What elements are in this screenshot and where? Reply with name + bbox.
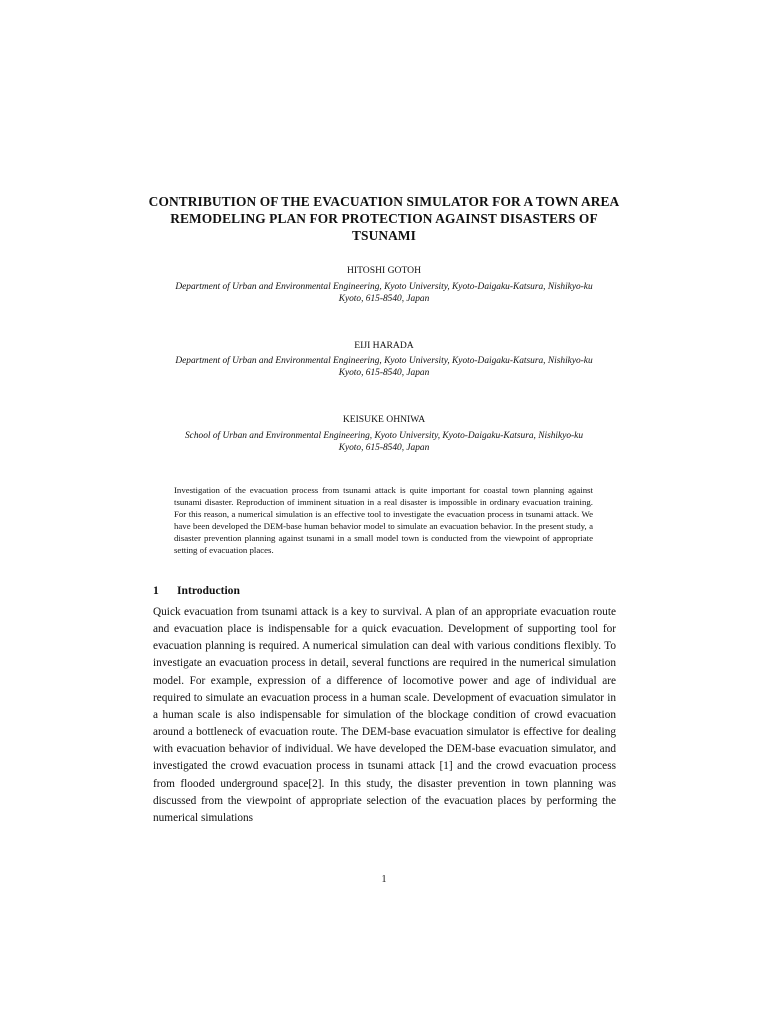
- author-name: KEISUKE OHNIWA: [342, 414, 426, 425]
- author-affiliation: [130, 430, 638, 454]
- section-heading: [153, 583, 240, 598]
- affiliation-address: Kyoto, 615-8540, Japan: [338, 443, 430, 454]
- affiliation-department: Department of Urban and Environmental Engineering, Kyoto University, Kyoto-Daigaku-Katsura, Nishikyo-ku: [175, 282, 593, 292]
- section-number: 1: [153, 584, 159, 597]
- section-title: Introduction: [177, 584, 240, 597]
- abstract: Investigation of the evacuation process from tsunami attack is quite important for coastal town planning against tsunami disaster. Reproduction of imminent situation in a real disaster is impossible in ordinary evacuation training. For this reason, a numerical simulation is an effective tool to investigate the evacuation process in tsunami attack. We have been developed the DEM-base human behavior model to simulate an evacuation behavior. In the present study, a disaster prevention planning against tsunami in a small model town is conducted from the viewpoint of appropriate setting of evacuation places.: [174, 485, 593, 556]
- affiliation-address: Kyoto, 615-8540, Japan: [338, 294, 430, 305]
- affiliation-department: Department of Urban and Environmental Engineering, Kyoto University, Kyoto-Daigaku-Katsura, Nishikyo-ku: [175, 356, 593, 366]
- paper-title: CONTRIBUTION OF THE EVACUATION SIMULATOR FOR A TOWN AREA REMODELING PLAN FOR PROTECTION AGAINST DISASTERS OF TSUNAMI: [148, 194, 620, 243]
- section-body: Quick evacuation from tsunami attack is a key to survival. A plan of an appropriate evacuation route and evacuation place is indispensable for a quick evacuation. Development of supporting tool for evacuation planning is required. A numerical simulation can deal with various conditions flexibly. To investigate an evacuation process in detail, several functions are required in the numerical simulation model. For example, expression of a difference of locomotive power and age of individual are required to simulate an evacuation process in a human scale. Development of evacuation simulator in a human scale is also indispensable for simulation of the blockage condition of crowd evacuation around a bottleneck of evacuation route. The DEM-base evacuation simulator is effective for dealing with evacuation behavior of individual. We have developed the DEM-base evacuation simulator, and investigated the crowd evacuation process in tsunami attack [1] and the crowd evacuation process from flooded underground space[2]. In this study, the disaster prevention in town planning was discussed from the viewpoint of appropriate selection of the evacuation places by performing the numerical simulations: [153, 606, 616, 824]
- author-name: EIJI HARADA: [354, 340, 414, 351]
- author-name: HITOSHI GOTOH: [347, 265, 421, 276]
- author-affiliation: [130, 355, 638, 379]
- author-affiliation: [130, 281, 638, 305]
- page-number: 1: [381, 874, 387, 885]
- affiliation-address: Kyoto, 615-8540, Japan: [338, 368, 430, 379]
- affiliation-department: School of Urban and Environmental Engineering, Kyoto University, Kyoto-Daigaku-Katsura, Nishikyo-ku: [184, 431, 584, 441]
